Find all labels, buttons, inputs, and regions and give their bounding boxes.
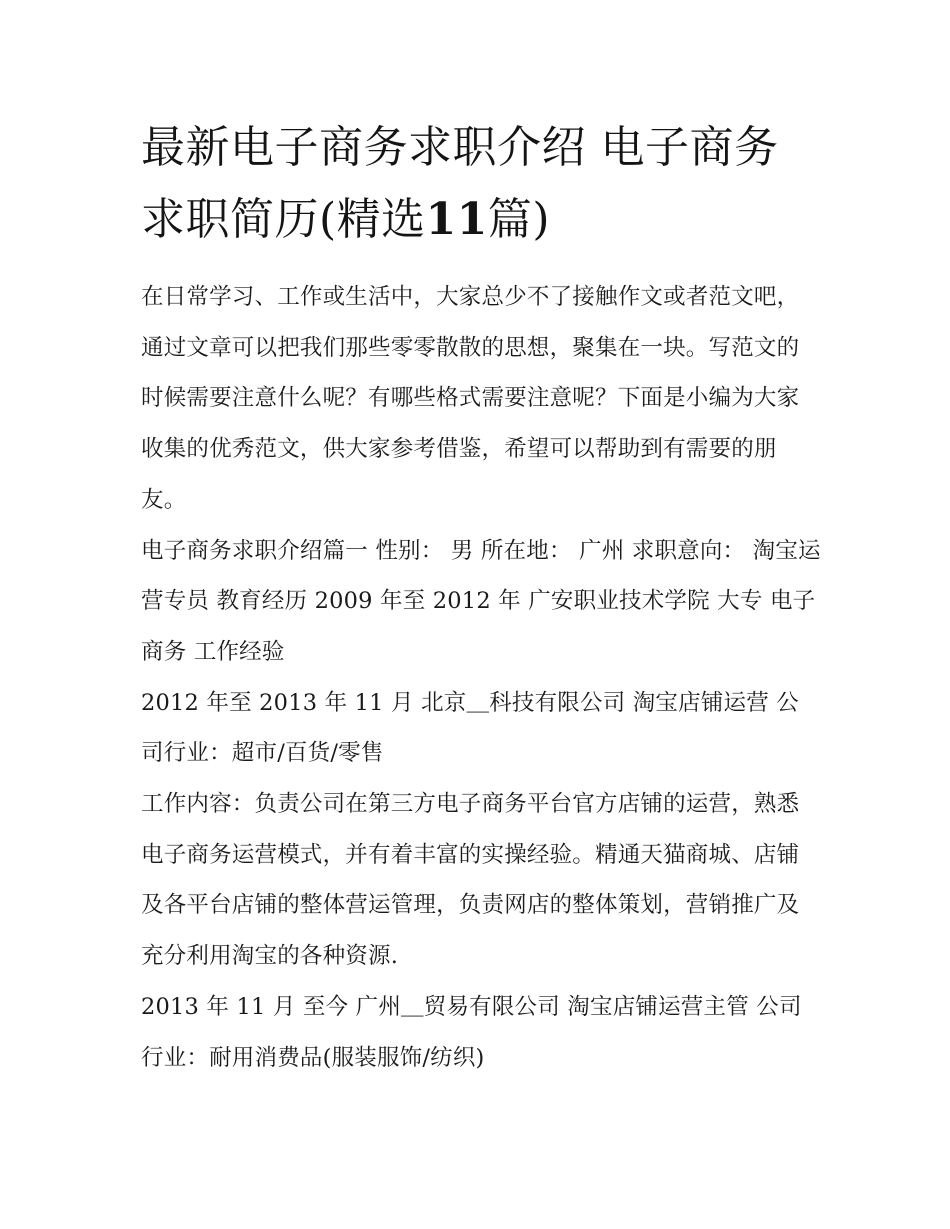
intro-paragraph: 在日常学习、工作或生活中，大家总少不了接触作文或者范文吧，通过文章可以把我们那些零零散散的思想，聚集在一块。写范文的时候需要注意什么呢？有哪些格式需要注意呢？下面是小编为大家收集的优秀范文，供大家参考借鉴，希望可以帮助到有需要的朋友。	[141, 284, 800, 513]
work-experience-1: 2012 年至 2013 年 11 月 北京＿科技有限公司 淘宝店铺运营 公司行业：超市/百货/零售	[141, 689, 799, 767]
work-content: 工作内容：负责公司在第三方电子商务平台官方店铺的运营，熟悉电子商务运营模式，并有着丰富的实操经验。精通天猫商城、店铺及各平台店铺的整体营运管理，负责网店的整体策划，营销推广及充分利用淘宝的各种资源.	[141, 791, 800, 970]
title-text-part-2: 篇)	[487, 194, 551, 245]
document-body	[141, 112, 821, 1083]
resume-basic-info: 电子商务求职介绍篇一 性别： 男 所在地： 广州 求职意向： 淘宝运营专员 教育经历 2009 年至 2012 年 广安职业技术学院 大专 电子商务 工作经验	[141, 537, 821, 665]
work-experience-2: 2013 年 11 月 至今 广州＿贸易有限公司 淘宝店铺运营主管 公司行业：耐用消费品(服装服饰/纺织)	[141, 993, 802, 1071]
title-count: 11	[425, 194, 488, 245]
document-title	[141, 112, 821, 256]
title-text-part-1: 最新电子商务求职介绍 电子商务求职简历(精选	[141, 122, 779, 245]
